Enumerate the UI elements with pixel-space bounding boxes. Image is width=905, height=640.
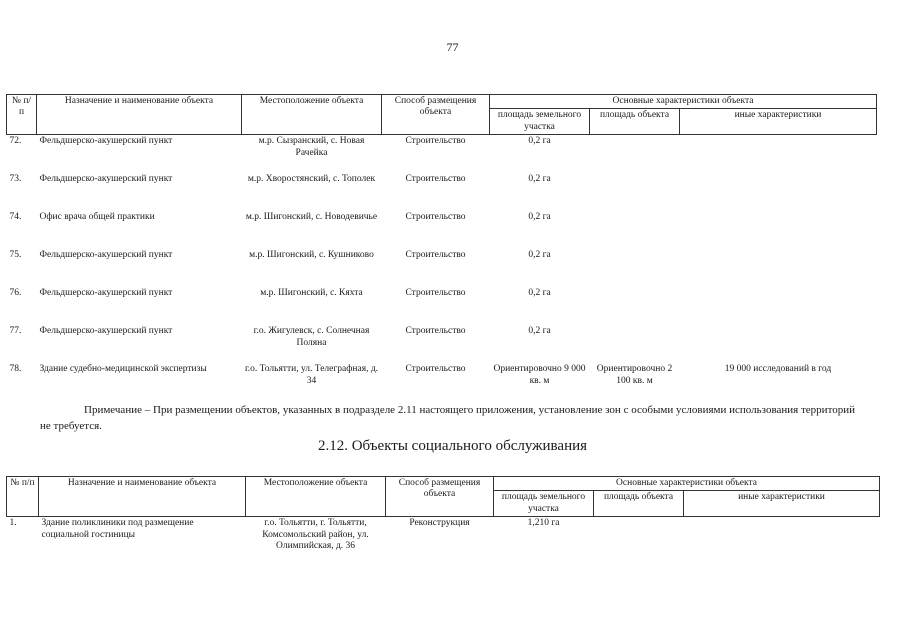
row-object-area: Ориентировочно 2 100 кв. м [596, 364, 673, 386]
row-land-area: 0,2 га [528, 288, 551, 299]
row-num: 72. [9, 136, 22, 147]
row-placement: Реконструкция [409, 518, 470, 529]
row-location: г.о. Тольятти, ул. Телеграфная, д. 34 [244, 364, 379, 386]
row-other [680, 135, 877, 174]
header-object-area: площадь объекта [590, 109, 680, 135]
row-other [684, 517, 880, 556]
row-object-area [594, 517, 684, 556]
row-location: г.о. Жигулевск, с. Солнечная Поляна [253, 326, 370, 348]
row-num: 74. [9, 212, 22, 223]
row-num: 73. [9, 174, 22, 185]
row-other [680, 287, 877, 325]
objects-table-social [6, 476, 880, 555]
row-object-area [590, 287, 680, 325]
header-object-area: площадь объекта [594, 491, 684, 517]
header-name: Назначение и наименование объекта [39, 477, 246, 517]
note-paragraph: Примечание – При размещении объектов, указанных в подразделе 2.11 настоящего приложения, установление зон с особыми условиями использования территорий не требуется. [40, 404, 855, 432]
row-land-area: 0,2 га [528, 250, 551, 261]
row-name: Здание поликлиники под размещение социальной гостиницы [41, 518, 194, 540]
header-other: иные характеристики [680, 109, 877, 135]
row-name: Фельдшерско-акушерский пункт [39, 288, 173, 299]
row-other [680, 325, 877, 363]
header-location: Местоположение объекта [242, 95, 382, 135]
row-num: 78. [9, 364, 22, 375]
header-other: иные характеристики [684, 491, 880, 517]
header-main-characteristics: Основные характеристики объекта [494, 477, 880, 491]
row-object-area [590, 173, 680, 211]
row-placement: Строительство [405, 136, 466, 147]
row-object-area [590, 135, 680, 174]
row-name: Здание судебно-медицинской экспертизы [39, 364, 207, 375]
row-other [680, 249, 877, 287]
row-placement: Строительство [405, 212, 466, 223]
row-land-area: 0,2 га [528, 212, 551, 223]
row-land-area: 0,2 га [528, 136, 551, 147]
table-row [7, 211, 877, 249]
row-num: 76. [9, 288, 22, 299]
row-land-area: 0,2 га [528, 326, 551, 337]
header-location: Местоположение объекта [246, 477, 386, 517]
header-land-area: площадь земельного участка [494, 491, 594, 517]
row-placement: Строительство [405, 364, 466, 375]
row-location: м.р. Хворостянский, с. Тополек [247, 174, 376, 185]
section-title: 2.12. Объекты социального обслуживания [317, 438, 588, 454]
row-location: м.р. Сызранский, с. Новая Рачейка [258, 136, 365, 158]
header-main-characteristics: Основные характеристики объекта [490, 95, 877, 109]
page-number: 77 [446, 40, 459, 54]
header-num: № п/п [7, 95, 37, 135]
header-land-area: площадь земельного участка [490, 109, 590, 135]
row-name: Фельдшерско-акушерский пункт [39, 326, 173, 337]
row-land-area: 1,210 га [527, 518, 560, 529]
row-location: м.р. Шигонский, с. Кушниково [249, 250, 374, 261]
row-object-area [590, 249, 680, 287]
row-object-area [590, 211, 680, 249]
table-row [7, 287, 877, 325]
row-num: 75. [9, 250, 22, 261]
row-location: г.о. Тольятти, г. Тольятти, Комсомольский район, ул. Олимпийская, д. 36 [262, 518, 369, 551]
row-object-area [590, 325, 680, 363]
table-row [7, 173, 877, 211]
row-num: 77. [9, 326, 22, 337]
row-other [680, 211, 877, 249]
row-placement: Строительство [405, 174, 466, 185]
row-land-area: 0,2 га [528, 174, 551, 185]
row-placement: Строительство [405, 250, 466, 261]
table-row [7, 363, 877, 399]
table-row [7, 135, 877, 174]
header-placement: Способ размещения объекта [382, 95, 490, 135]
row-placement: Строительство [405, 288, 466, 299]
row-land-area: Ориентировочно 9 000 кв. м [493, 364, 586, 386]
row-name: Офис врача общей практики [39, 212, 155, 223]
table-row [7, 249, 877, 287]
row-other [680, 173, 877, 211]
header-name: Назначение и наименование объекта [37, 95, 242, 135]
row-name: Фельдшерско-акушерский пункт [39, 174, 173, 185]
row-num: 1. [9, 518, 17, 529]
table-row [7, 325, 877, 363]
table-row [7, 517, 880, 556]
row-other: 19 000 исследований в год [724, 364, 832, 375]
row-location: м.р. Шигонский, с. Кяхта [260, 288, 363, 299]
objects-table-health [6, 94, 877, 399]
row-name: Фельдшерско-акушерский пункт [39, 136, 173, 147]
header-placement: Способ размещения объекта [386, 477, 494, 517]
row-placement: Строительство [405, 326, 466, 337]
row-location: м.р. Шигонский, с. Новодевичье [245, 212, 378, 223]
row-name: Фельдшерско-акушерский пункт [39, 250, 173, 261]
header-num: № п/п [7, 477, 39, 517]
